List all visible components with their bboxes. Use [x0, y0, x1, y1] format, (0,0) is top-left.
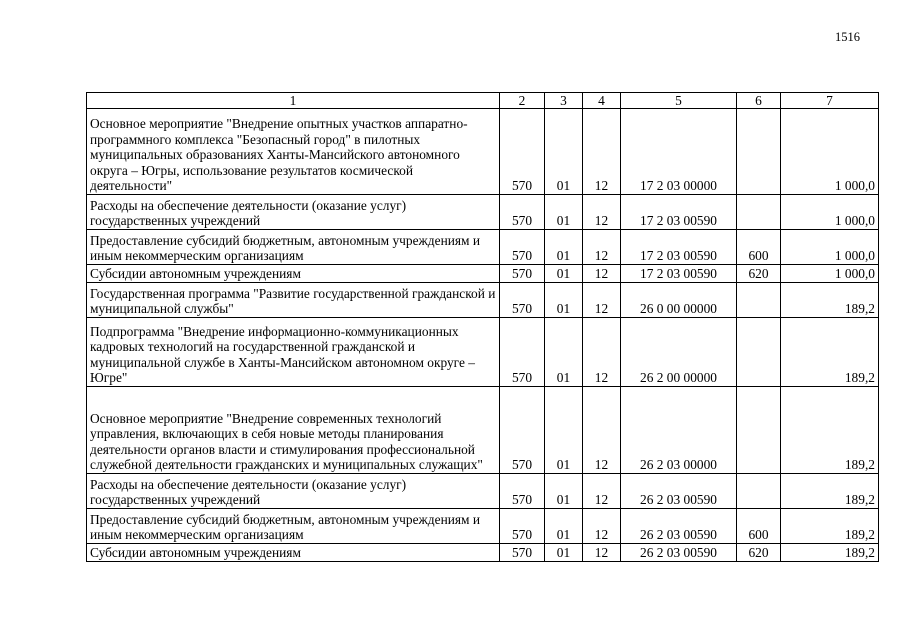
- amount: 1 000,0: [781, 230, 879, 265]
- expense-type-code: 620: [737, 265, 781, 283]
- subsection-code: 12: [583, 387, 621, 474]
- row-name: Расходы на обеспечение деятельности (оказание услуг) государственных учреждений: [87, 474, 500, 509]
- expense-type-code: [737, 109, 781, 195]
- table-row: [87, 230, 879, 265]
- subsection-code: 12: [583, 509, 621, 544]
- row-name: Расходы на обеспечение деятельности (оказание услуг) государственных учреждений: [87, 195, 500, 230]
- row-name: Основное мероприятие "Внедрение современных технологий управления, включающих в себя новые методы планирования деятельности органов власти и стимулирования профессиональной служебной деятельности гражданских и муниципальных служащих": [87, 387, 500, 474]
- target-article-code: 26 2 03 00590: [621, 509, 737, 544]
- section-code: 01: [545, 544, 583, 562]
- subsection-code: 12: [583, 230, 621, 265]
- column-header: 2: [500, 93, 545, 109]
- amount: 189,2: [781, 283, 879, 318]
- row-name: Государственная программа "Развитие государственной гражданской и муниципальной службы": [87, 283, 500, 318]
- row-name: Предоставление субсидий бюджетным, автономным учреждениям и иным некоммерческим организациям: [87, 509, 500, 544]
- ministry-code: 570: [500, 283, 545, 318]
- ministry-code: 570: [500, 318, 545, 387]
- subsection-code: 12: [583, 109, 621, 195]
- column-header: 4: [583, 93, 621, 109]
- column-header: 7: [781, 93, 879, 109]
- section-code: 01: [545, 195, 583, 230]
- ministry-code: 570: [500, 474, 545, 509]
- target-article-code: 26 0 00 00000: [621, 283, 737, 318]
- table-row: [87, 265, 879, 283]
- expense-type-code: [737, 387, 781, 474]
- section-code: 01: [545, 265, 583, 283]
- expense-type-code: [737, 474, 781, 509]
- ministry-code: 570: [500, 387, 545, 474]
- section-code: 01: [545, 387, 583, 474]
- table-row: [87, 318, 879, 387]
- section-code: 01: [545, 283, 583, 318]
- column-header: 3: [545, 93, 583, 109]
- amount: 189,2: [781, 509, 879, 544]
- expense-type-code: [737, 283, 781, 318]
- column-header: 1: [87, 93, 500, 109]
- row-name: Предоставление субсидий бюджетным, автономным учреждениям и иным некоммерческим организациям: [87, 230, 500, 265]
- budget-table: [86, 92, 879, 562]
- page-number: 1516: [835, 30, 860, 44]
- subsection-code: 12: [583, 544, 621, 562]
- row-name: Подпрограмма "Внедрение информационно-коммуникационных кадровых технологий на государственной гражданской и муниципальной службе в Ханты-Мансийском автономном округе – Югре": [87, 318, 500, 387]
- amount: 1 000,0: [781, 109, 879, 195]
- table-row: [87, 509, 879, 544]
- section-code: 01: [545, 109, 583, 195]
- table-header-row: [87, 93, 879, 109]
- subsection-code: 12: [583, 474, 621, 509]
- table-row: [87, 195, 879, 230]
- expense-type-code: 600: [737, 230, 781, 265]
- ministry-code: 570: [500, 230, 545, 265]
- table-row: [87, 544, 879, 562]
- table-row: [87, 283, 879, 318]
- amount: 189,2: [781, 387, 879, 474]
- expense-type-code: 600: [737, 509, 781, 544]
- section-code: 01: [545, 509, 583, 544]
- column-header: 5: [621, 93, 737, 109]
- target-article-code: 17 2 03 00590: [621, 230, 737, 265]
- subsection-code: 12: [583, 283, 621, 318]
- ministry-code: 570: [500, 509, 545, 544]
- expense-type-code: [737, 195, 781, 230]
- table-row: [87, 109, 879, 195]
- amount: 1 000,0: [781, 195, 879, 230]
- ministry-code: 570: [500, 109, 545, 195]
- target-article-code: 17 2 03 00590: [621, 265, 737, 283]
- expense-type-code: 620: [737, 544, 781, 562]
- target-article-code: 26 2 03 00590: [621, 544, 737, 562]
- amount: 1 000,0: [781, 265, 879, 283]
- target-article-code: 17 2 03 00590: [621, 195, 737, 230]
- subsection-code: 12: [583, 195, 621, 230]
- subsection-code: 12: [583, 265, 621, 283]
- ministry-code: 570: [500, 544, 545, 562]
- table-row: [87, 387, 879, 474]
- amount: 189,2: [781, 318, 879, 387]
- column-header: 6: [737, 93, 781, 109]
- amount: 189,2: [781, 544, 879, 562]
- amount: 189,2: [781, 474, 879, 509]
- row-name: Субсидии автономным учреждениям: [87, 265, 500, 283]
- target-article-code: 17 2 03 00000: [621, 109, 737, 195]
- section-code: 01: [545, 474, 583, 509]
- section-code: 01: [545, 318, 583, 387]
- ministry-code: 570: [500, 195, 545, 230]
- row-name: Основное мероприятие "Внедрение опытных участков аппаратно-программного комплекса "Безопасный город" в пилотных муниципальных образованиях Ханты-Мансийского автономного округа – Югры, использование результатов космической деятельности": [87, 109, 500, 195]
- row-name: Субсидии автономным учреждениям: [87, 544, 500, 562]
- section-code: 01: [545, 230, 583, 265]
- target-article-code: 26 2 03 00000: [621, 387, 737, 474]
- subsection-code: 12: [583, 318, 621, 387]
- target-article-code: 26 2 00 00000: [621, 318, 737, 387]
- ministry-code: 570: [500, 265, 545, 283]
- expense-type-code: [737, 318, 781, 387]
- table-row: [87, 474, 879, 509]
- target-article-code: 26 2 03 00590: [621, 474, 737, 509]
